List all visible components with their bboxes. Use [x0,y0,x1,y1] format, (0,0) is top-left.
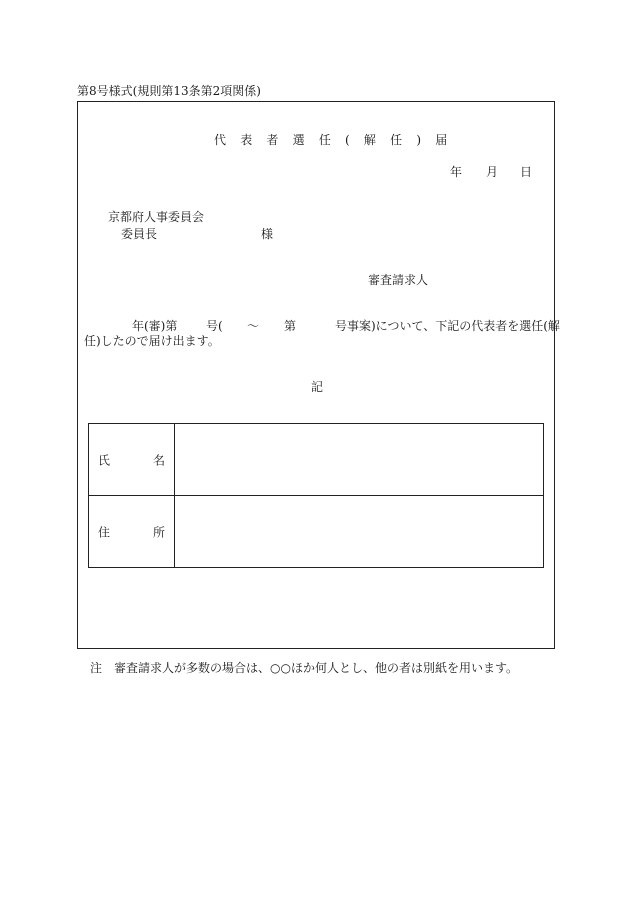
address-label-second: 所 [152,525,165,539]
date-year-label: 年 [450,165,463,179]
date-month-label: 月 [486,165,499,179]
footer-note: 注 審査請求人が多数の場合は、○○ほか何人とし、他の者は別紙を用います。 [90,661,518,675]
body-rest-segment: 号事案)について、下記の代表者を選任(解 [335,319,560,333]
document-title [214,134,447,146]
table-row [89,424,544,496]
name-label-second: 名 [152,453,165,467]
requester-label: 審査請求人 [368,273,429,287]
address-label-first: 住 [98,525,111,539]
info-table [88,423,544,568]
title-char: 表 [240,133,253,147]
addressee-chair: 委員長 [121,227,158,241]
title-char: 解 [363,133,377,147]
title-char: 届 [435,133,448,147]
title-char: 任 [318,133,332,147]
title-char: 選 [292,133,305,147]
body-tilde-segment: 〜 [247,319,260,333]
ki-heading: 記 [311,380,324,394]
body-line-2: 任)したので届け出ます。 [84,334,220,348]
title-char: 任 [390,133,403,147]
addressee-organization: 京都府人事委員会 [108,210,205,224]
address-value-cell[interactable] [175,496,544,568]
date-day-label: 日 [520,165,533,179]
title-char: ( [345,133,350,147]
form-number: 第8号様式(規則第13条第2項関係) [77,84,261,98]
table-row [89,496,544,568]
addressee-honorific: 様 [261,227,274,241]
title-char: ) [416,133,422,147]
name-value-cell[interactable] [175,424,544,496]
address-label-cell [89,496,175,568]
title-char: 者 [266,133,279,147]
title-char: 代 [214,133,227,147]
body-dai-segment: 第 [284,319,297,333]
name-label-cell [89,424,175,496]
body-number-segment: 号( [206,319,223,333]
body-year-segment: 年(審)第 [132,319,178,333]
name-label-first: 氏 [98,453,111,467]
